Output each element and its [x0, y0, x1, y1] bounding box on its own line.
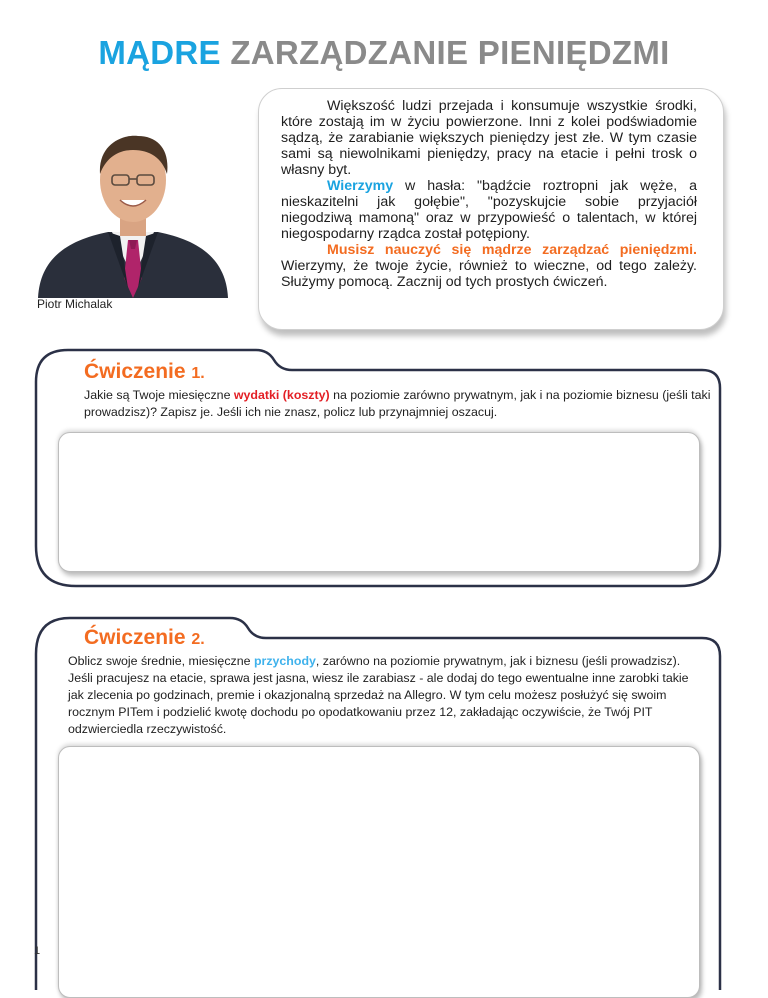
author-photo	[28, 128, 238, 298]
page-number: 1	[34, 945, 41, 957]
intro-paragraph-2: w hasła: "bądźcie roztropni jak węże, a nieskazitelni jak gołębie", "pozyskujcie sobie przyjaciół niegodziwą mamoną" oraz w przypowieść o talentach, w której niegospodarny rządca został potępiony.	[281, 178, 697, 242]
exercise-2-number: 2.	[191, 631, 205, 648]
exercise-1-answer-box[interactable]	[58, 432, 700, 572]
exercise-2-answer-box[interactable]	[58, 746, 700, 998]
intro-text	[281, 98, 697, 290]
exercise-1-title-text: Ćwiczenie	[84, 360, 186, 383]
exercise-2-instructions	[68, 653, 702, 738]
exercise-1-frame	[34, 342, 722, 588]
intro-highlight-believe: Wierzymy	[327, 178, 394, 194]
exercise-2-title-text: Ćwiczenie	[84, 626, 186, 649]
exercise-2-highlight: przychody	[253, 654, 316, 668]
intro-highlight-manage: Musisz nauczyć się mądrze zarządzać pieniędzmi.	[327, 242, 697, 258]
exercise-1-title	[84, 360, 205, 384]
author-caption: Piotr Michalak	[37, 297, 113, 311]
intro-box	[258, 88, 724, 330]
intro-paragraph-3: Wierzymy, że twoje życie, również to wieczne, od tego zależy. Służymy pomocą. Zacznij od tych prostych ćwiczeń.	[281, 258, 697, 290]
exercise-2-text-after: , zarówno na poziomie prywatnym, jak i biznesu (jeśli prowadzisz). Jeśli pracujesz na etacie, sprawa jest jasna, wiesz ile zarabiasz - ale dodaj do tego ewentualne inne zarobki takie jak zlecenia po godzinach, premie i okazjonalną sprzedaż na Allegro. W tym celu możesz posłużyć się swoim rocznym PITem i podzielić kwotę dochodu po opodatkowaniu przez 12, zakładając oczywiście, że Twój PIT odzwierciedla rzeczywistość.	[68, 654, 689, 736]
intro-paragraph-1: Większość ludzi przejada i konsumuje wszystkie środki, które zostają im w życiu powierzone. Inni z kolei podświadomie sądzą, że zarabianie większych pieniędzy jest złe. W tym czasie sami są niewolnikami pieniędzy, pracy na etacie i pełni trosk o własny byt.	[281, 98, 697, 178]
exercise-2-text-before: Oblicz swoje średnie, miesięczne	[68, 654, 254, 668]
exercise-2-frame	[34, 610, 722, 990]
title-rest: ZARZĄDZANIE PIENIĘDZMI	[230, 34, 670, 71]
exercise-1-instructions	[84, 387, 714, 421]
exercise-1-highlight: wydatki (koszty)	[233, 388, 330, 402]
exercise-1-text-after: na poziomie zarówno prywatnym, jak i na poziomie biznesu (jeśli taki prowadzisz)? Zapisz je. Jeśli ich nie znasz, policz lub przynajmniej oszacuj.	[84, 388, 711, 419]
exercise-1-text-before: Jakie są Twoje miesięczne	[84, 388, 234, 402]
exercise-1-number: 1.	[191, 365, 205, 382]
title-accent: MĄDRE	[98, 34, 221, 71]
exercise-2-title	[84, 626, 205, 650]
page-title	[0, 34, 768, 72]
